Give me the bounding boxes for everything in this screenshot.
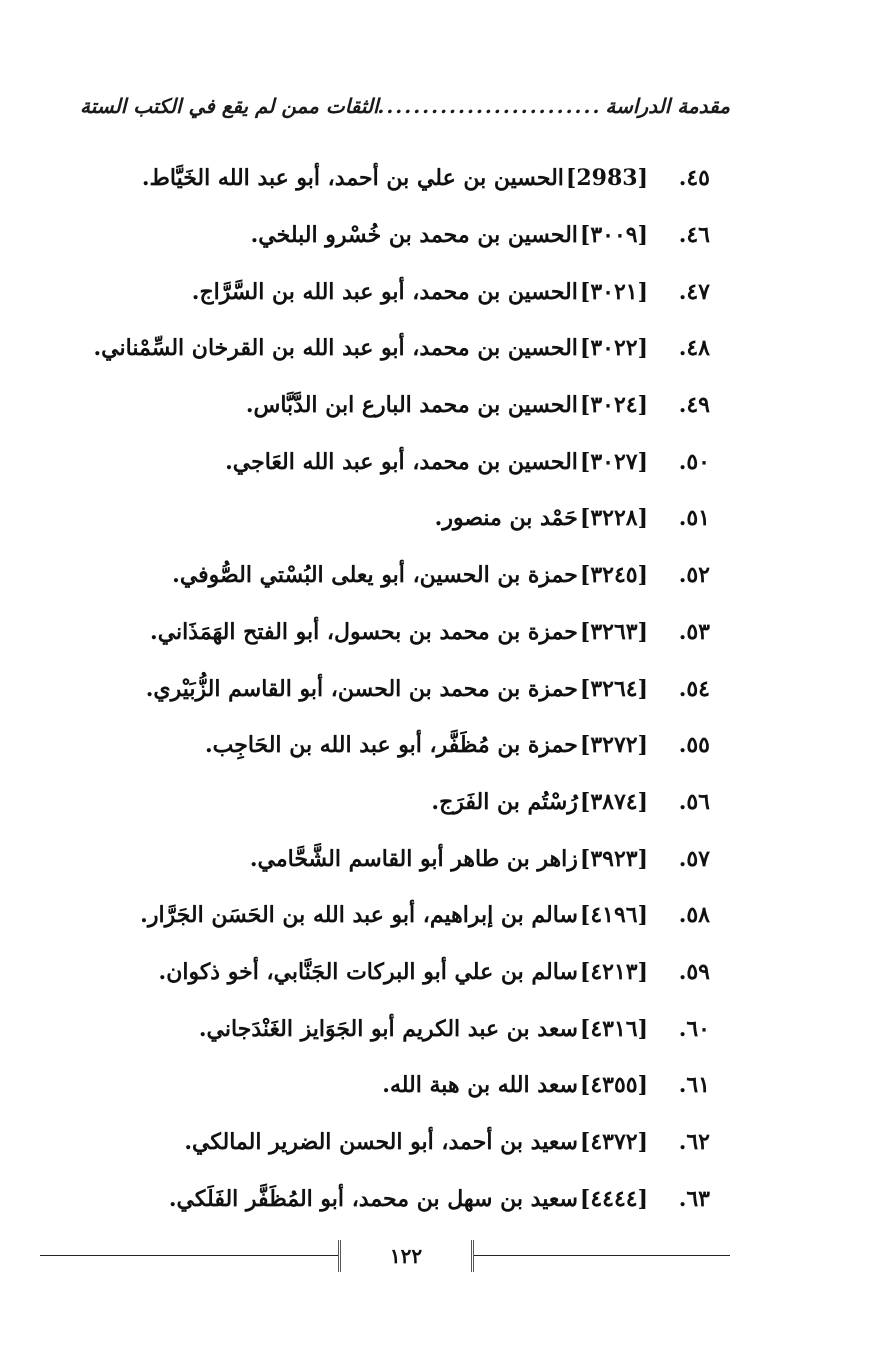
list-item	[60, 547, 710, 604]
entry-name: الحسين بن محمد البارع ابن الدَّبَّاس.	[245, 392, 578, 419]
entry-name: زاهر بن طاهر أبو القاسم الشَّحَّامي.	[249, 845, 578, 872]
entry-reference: [ ٣٩٢٣ ]	[578, 846, 656, 872]
entry-reference: [ ٣٢٢٨ ]	[578, 505, 656, 531]
entry-reference: [ ٣٠٢٧ ]	[578, 449, 656, 475]
entry-name: حَمْد بن منصور.	[434, 505, 578, 532]
entry-name: سعيد بن أحمد، أبو الحسن الضرير المالكي.	[184, 1129, 578, 1156]
entry-number: ٥٤.	[678, 675, 710, 702]
entry-number: ٤٥.	[678, 165, 710, 192]
entry-reference: [ ٤١٩٦ ]	[578, 902, 656, 928]
list-item	[60, 490, 710, 547]
entry-name: حمزة بن محمد بن الحسن، أبو القاسم الزُّبَيْري.	[145, 675, 578, 702]
list-item	[60, 830, 710, 887]
entry-number: ٥٦.	[678, 788, 710, 815]
entry-number: ٦٢.	[678, 1129, 710, 1156]
list-item	[60, 150, 710, 207]
list-item	[60, 660, 710, 717]
list-item	[60, 433, 710, 490]
entry-name: الحسين بن علي بن أحمد، أبو عبد الله الخَيَّاط.	[141, 165, 564, 192]
page-footer	[40, 1240, 730, 1280]
list-item	[60, 717, 710, 774]
entry-number: ٥٣.	[678, 618, 710, 645]
entry-reference: [ ٣٢٤٥ ]	[578, 562, 656, 588]
entry-number: ٤٨.	[678, 335, 710, 362]
list-item	[60, 1170, 710, 1227]
entry-number: ٥٠.	[678, 448, 710, 475]
entry-list	[60, 150, 710, 1227]
list-item	[60, 1000, 710, 1057]
running-header	[80, 88, 730, 124]
entry-reference: [ ٤٣٥٥ ]	[578, 1072, 656, 1098]
entry-reference: [ ٣٠٠٩ ]	[578, 222, 656, 248]
entry-name: سالم بن علي أبو البركات الجَنَّابي، أخو ذكوان.	[158, 958, 578, 985]
entry-reference: [ 2983 ]	[564, 165, 656, 191]
entry-number: ٥٨.	[678, 902, 710, 929]
entry-name: الحسين بن محمد، أبو عبد الله بن السَّرَّاج.	[191, 278, 578, 305]
list-item	[60, 263, 710, 320]
entry-number: ٤٦.	[678, 222, 710, 249]
page-number: ١٢٢	[338, 1240, 474, 1272]
entry-reference: [ ٣٨٧٤ ]	[578, 789, 656, 815]
entry-name: حمزة بن محمد بن بحسول، أبو الفتح الهَمَذَاني.	[150, 618, 578, 645]
entry-number: ٥٩.	[678, 958, 710, 985]
entry-name: سالم بن إبراهيم، أبو عبد الله بن الحَسَن الجَرَّار.	[140, 902, 578, 929]
entry-reference: [ ٣٠٢١ ]	[578, 279, 656, 305]
list-item	[60, 1114, 710, 1171]
entry-reference: [ ٣٠٢٢ ]	[578, 335, 656, 361]
entry-number: ٦٠.	[678, 1015, 710, 1042]
entry-reference: [ ٣٢٦٤ ]	[578, 676, 656, 702]
entry-name: سعد الله بن هبة الله.	[382, 1072, 578, 1099]
entry-reference: [ ٣٢٦٣ ]	[578, 619, 656, 645]
entry-reference: [ ٣٠٢٤ ]	[578, 392, 656, 418]
entry-number: ٥١.	[678, 505, 710, 532]
entry-number: ٥٧.	[678, 845, 710, 872]
entry-number: ٦١.	[678, 1072, 710, 1099]
list-item	[60, 320, 710, 377]
header-right-title: الثقات ممن لم يقع في الكتب الستة	[80, 94, 379, 118]
list-item	[60, 944, 710, 1001]
entry-name: حمزة بن مُظَفَّر، أبو عبد الله بن الحَاجِب.	[204, 732, 578, 759]
entry-name: حمزة بن الحسين، أبو يعلى البُسْتي الصُّوفي.	[172, 562, 578, 589]
header-left-title: مقدمة الدراسة	[605, 94, 730, 118]
list-item	[60, 774, 710, 831]
list-item	[60, 604, 710, 661]
entry-name: سعد بن عبد الكريم أبو الجَوَايز الغَنْدَجاني.	[198, 1015, 578, 1042]
list-item	[60, 887, 710, 944]
entry-number: ٤٧.	[678, 278, 710, 305]
entry-number: ٥٥.	[678, 732, 710, 759]
entry-name: الحسين بن محمد، أبو عبد الله بن القرخان السِّمْناني.	[93, 335, 578, 362]
entry-reference: [ ٤٤٤٤ ]	[578, 1186, 656, 1212]
list-item	[60, 207, 710, 264]
entry-name: رُسْتُم بن الفَرَج.	[431, 788, 578, 815]
entry-reference: [ ٤٣١٦ ]	[578, 1016, 656, 1042]
entry-name: الحسين بن محمد، أبو عبد الله العَاجي.	[225, 448, 578, 475]
entry-reference: [ ٤٣٧٢ ]	[578, 1129, 656, 1155]
entry-name: الحسين بن محمد بن خُسْرو البلخي.	[250, 222, 578, 249]
header-dot-leader	[379, 94, 606, 118]
entry-name: سعيد بن سهل بن محمد، أبو المُظَفَّر الفَلَكي.	[168, 1185, 578, 1212]
list-item	[60, 377, 710, 434]
entry-number: ٥٢.	[678, 562, 710, 589]
entry-reference: [ ٣٢٧٢ ]	[578, 732, 656, 758]
list-item	[60, 1057, 710, 1114]
entry-number: ٤٩.	[678, 392, 710, 419]
entry-reference: [ ٤٢١٣ ]	[578, 959, 656, 985]
entry-number: ٦٣.	[678, 1185, 710, 1212]
